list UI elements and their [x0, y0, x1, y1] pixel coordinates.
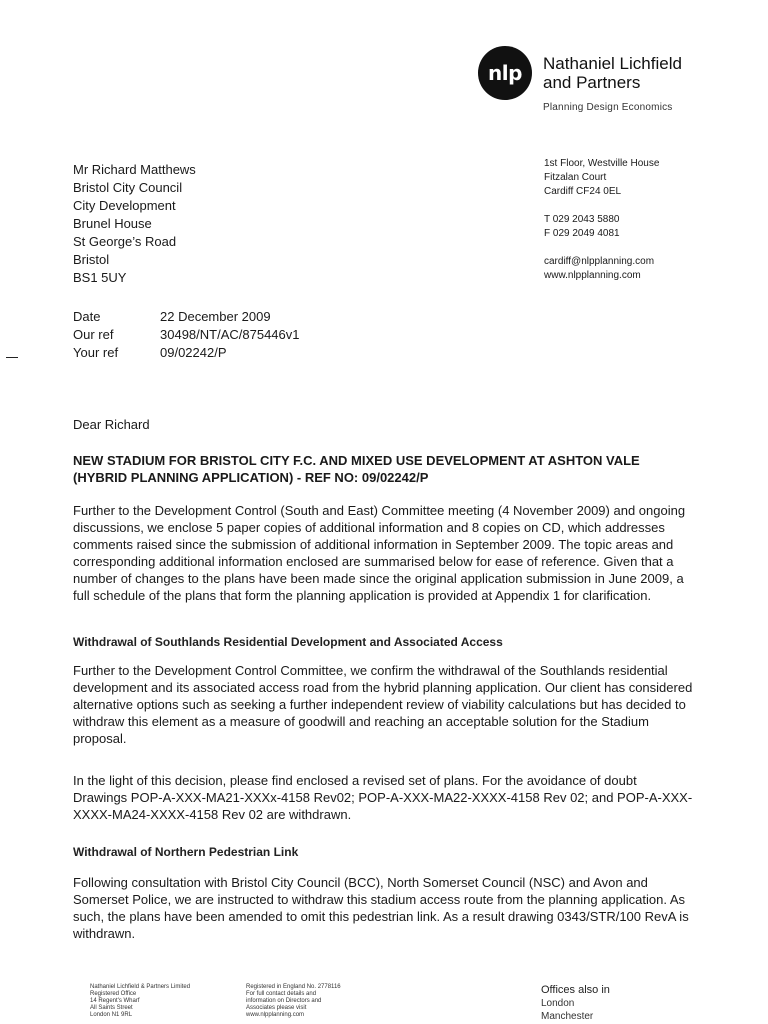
footer-website-link[interactable]: www.nlpplanning.com — [246, 1012, 305, 1018]
office-website-link[interactable]: www.nlpplanning.com — [544, 270, 641, 281]
salutation: Dear Richard — [73, 417, 150, 432]
recipient-line: Brunel House — [73, 216, 152, 231]
footer-line: information on Directors and — [246, 998, 322, 1004]
office-address-line: Fitzalan Court — [544, 172, 607, 183]
recipient-line: BS1 5UY — [73, 270, 127, 285]
office-fax: F 029 2049 4081 — [544, 228, 620, 239]
section-1-paragraph-1: Further to the Development Control Committee, we confirm the withdrawal of the Southlands residential development and its associated access road from the hybrid planning application. Our client has considered alternative options such as seeking a further independent review of viability calculations but has decided to withdraw this element as a measure of goodwill and reaching an acceptable solution for the Stadium proposal. — [73, 663, 693, 746]
ref-label: Our ref — [73, 327, 114, 342]
footer-line: London N1 9RL — [90, 1012, 133, 1018]
ref-row-our-ref — [73, 326, 299, 344]
recipient-line: Bristol — [73, 252, 110, 267]
intro-paragraph: Further to the Development Control (South and East) Committee meeting (4 November 2009) and ongoing discussions, we enclose 5 paper copies of additional information and 8 copies on CD, which addresses comments raised since the submission of additional information in September 2009. The topic areas and corresponding additional information enclosed are summarised below for ease of reference. Given that a number of changes to the plans have been made since the original application submission in June 2009, a full schedule of the plans that form the planning application is provided at Appendix 1 for clarification. — [73, 503, 686, 603]
ref-value: 30498/NT/AC/875446v1 — [160, 327, 300, 342]
reference-block — [73, 308, 299, 362]
offices-title: Offices also in — [541, 984, 610, 996]
ref-row-your-ref — [73, 344, 299, 362]
offices-list — [541, 997, 593, 1023]
recipient-line: Bristol City Council — [73, 180, 183, 195]
logo-mark: nlp — [488, 61, 522, 85]
ref-label: Your ref — [73, 345, 119, 360]
office-location: Manchester — [541, 1011, 594, 1022]
ref-row-date — [73, 308, 299, 326]
recipient-line: City Development — [73, 198, 176, 213]
office-phone: T 029 2043 5880 — [544, 214, 620, 225]
nlp-logo — [478, 46, 532, 100]
section-1-title: Withdrawal of Southlands Residential Development and Associated Access — [73, 635, 503, 649]
footer-registered-office — [90, 984, 190, 1019]
footer-line: For full contact details and — [246, 991, 317, 997]
letter-heading: NEW STADIUM FOR BRISTOL CITY F.C. AND MIXED USE DEVELOPMENT AT ASHTON VALE (HYBRID PLANNING APPLICATION) - REF NO: 09/02242/P — [73, 453, 640, 485]
section-1-paragraph-2: In the light of this decision, please find enclosed a revised set of plans. For the avoidance of doubt Drawings POP-A-XXX-MA21-XXXx-4158 Rev02; POP-A-XXX-MA22-XXXX-4158 Rev 02; and POP-A-XXX-XXXX-MA24-XXXX-4158 Rev 02 are withdrawn. — [73, 773, 693, 822]
firm-name — [543, 54, 682, 92]
footer-line: All Saints Street — [90, 1005, 133, 1011]
firm-name-line-2: and Partners — [543, 73, 641, 92]
ref-label: Date — [73, 309, 101, 324]
footer-line: Registered in England No. 2778116 — [246, 984, 341, 990]
office-location: London — [541, 998, 575, 1009]
office-contact — [544, 157, 659, 283]
fold-mark — [6, 357, 18, 358]
office-address-line: Cardiff CF24 0EL — [544, 186, 622, 197]
footer-registration — [246, 984, 341, 1019]
section-2-title: Withdrawal of Northern Pedestrian Link — [73, 845, 299, 859]
recipient-line: St George’s Road — [73, 234, 177, 249]
footer-line: 14 Regent's Wharf — [90, 998, 140, 1004]
ref-value: 22 December 2009 — [160, 309, 271, 324]
office-email-link[interactable]: cardiff@nlpplanning.com — [544, 256, 655, 267]
ref-value: 09/02242/P — [160, 345, 227, 360]
footer-line: Nathaniel Lichfield & Partners Limited — [90, 984, 191, 990]
firm-name-line-1: Nathaniel Lichfield — [543, 54, 682, 73]
recipient-address — [73, 161, 196, 287]
footer-line: Registered Office — [90, 991, 137, 997]
office-address-line: 1st Floor, Westville House — [544, 158, 660, 169]
footer-line: Associates please visit — [246, 1005, 307, 1011]
recipient-line: Mr Richard Matthews — [73, 162, 196, 177]
firm-tagline: Planning Design Economics — [543, 102, 673, 113]
section-2-paragraph-1: Following consultation with Bristol City Council (BCC), North Somerset Council (NSC) and Avon and Somerset Police, we are instructed to withdraw this stadium access route from the planning application. As such, the plans have been amended to omit this pedestrian link. As a result drawing 0343/STR/100 RevA is withdrawn. — [73, 875, 689, 941]
